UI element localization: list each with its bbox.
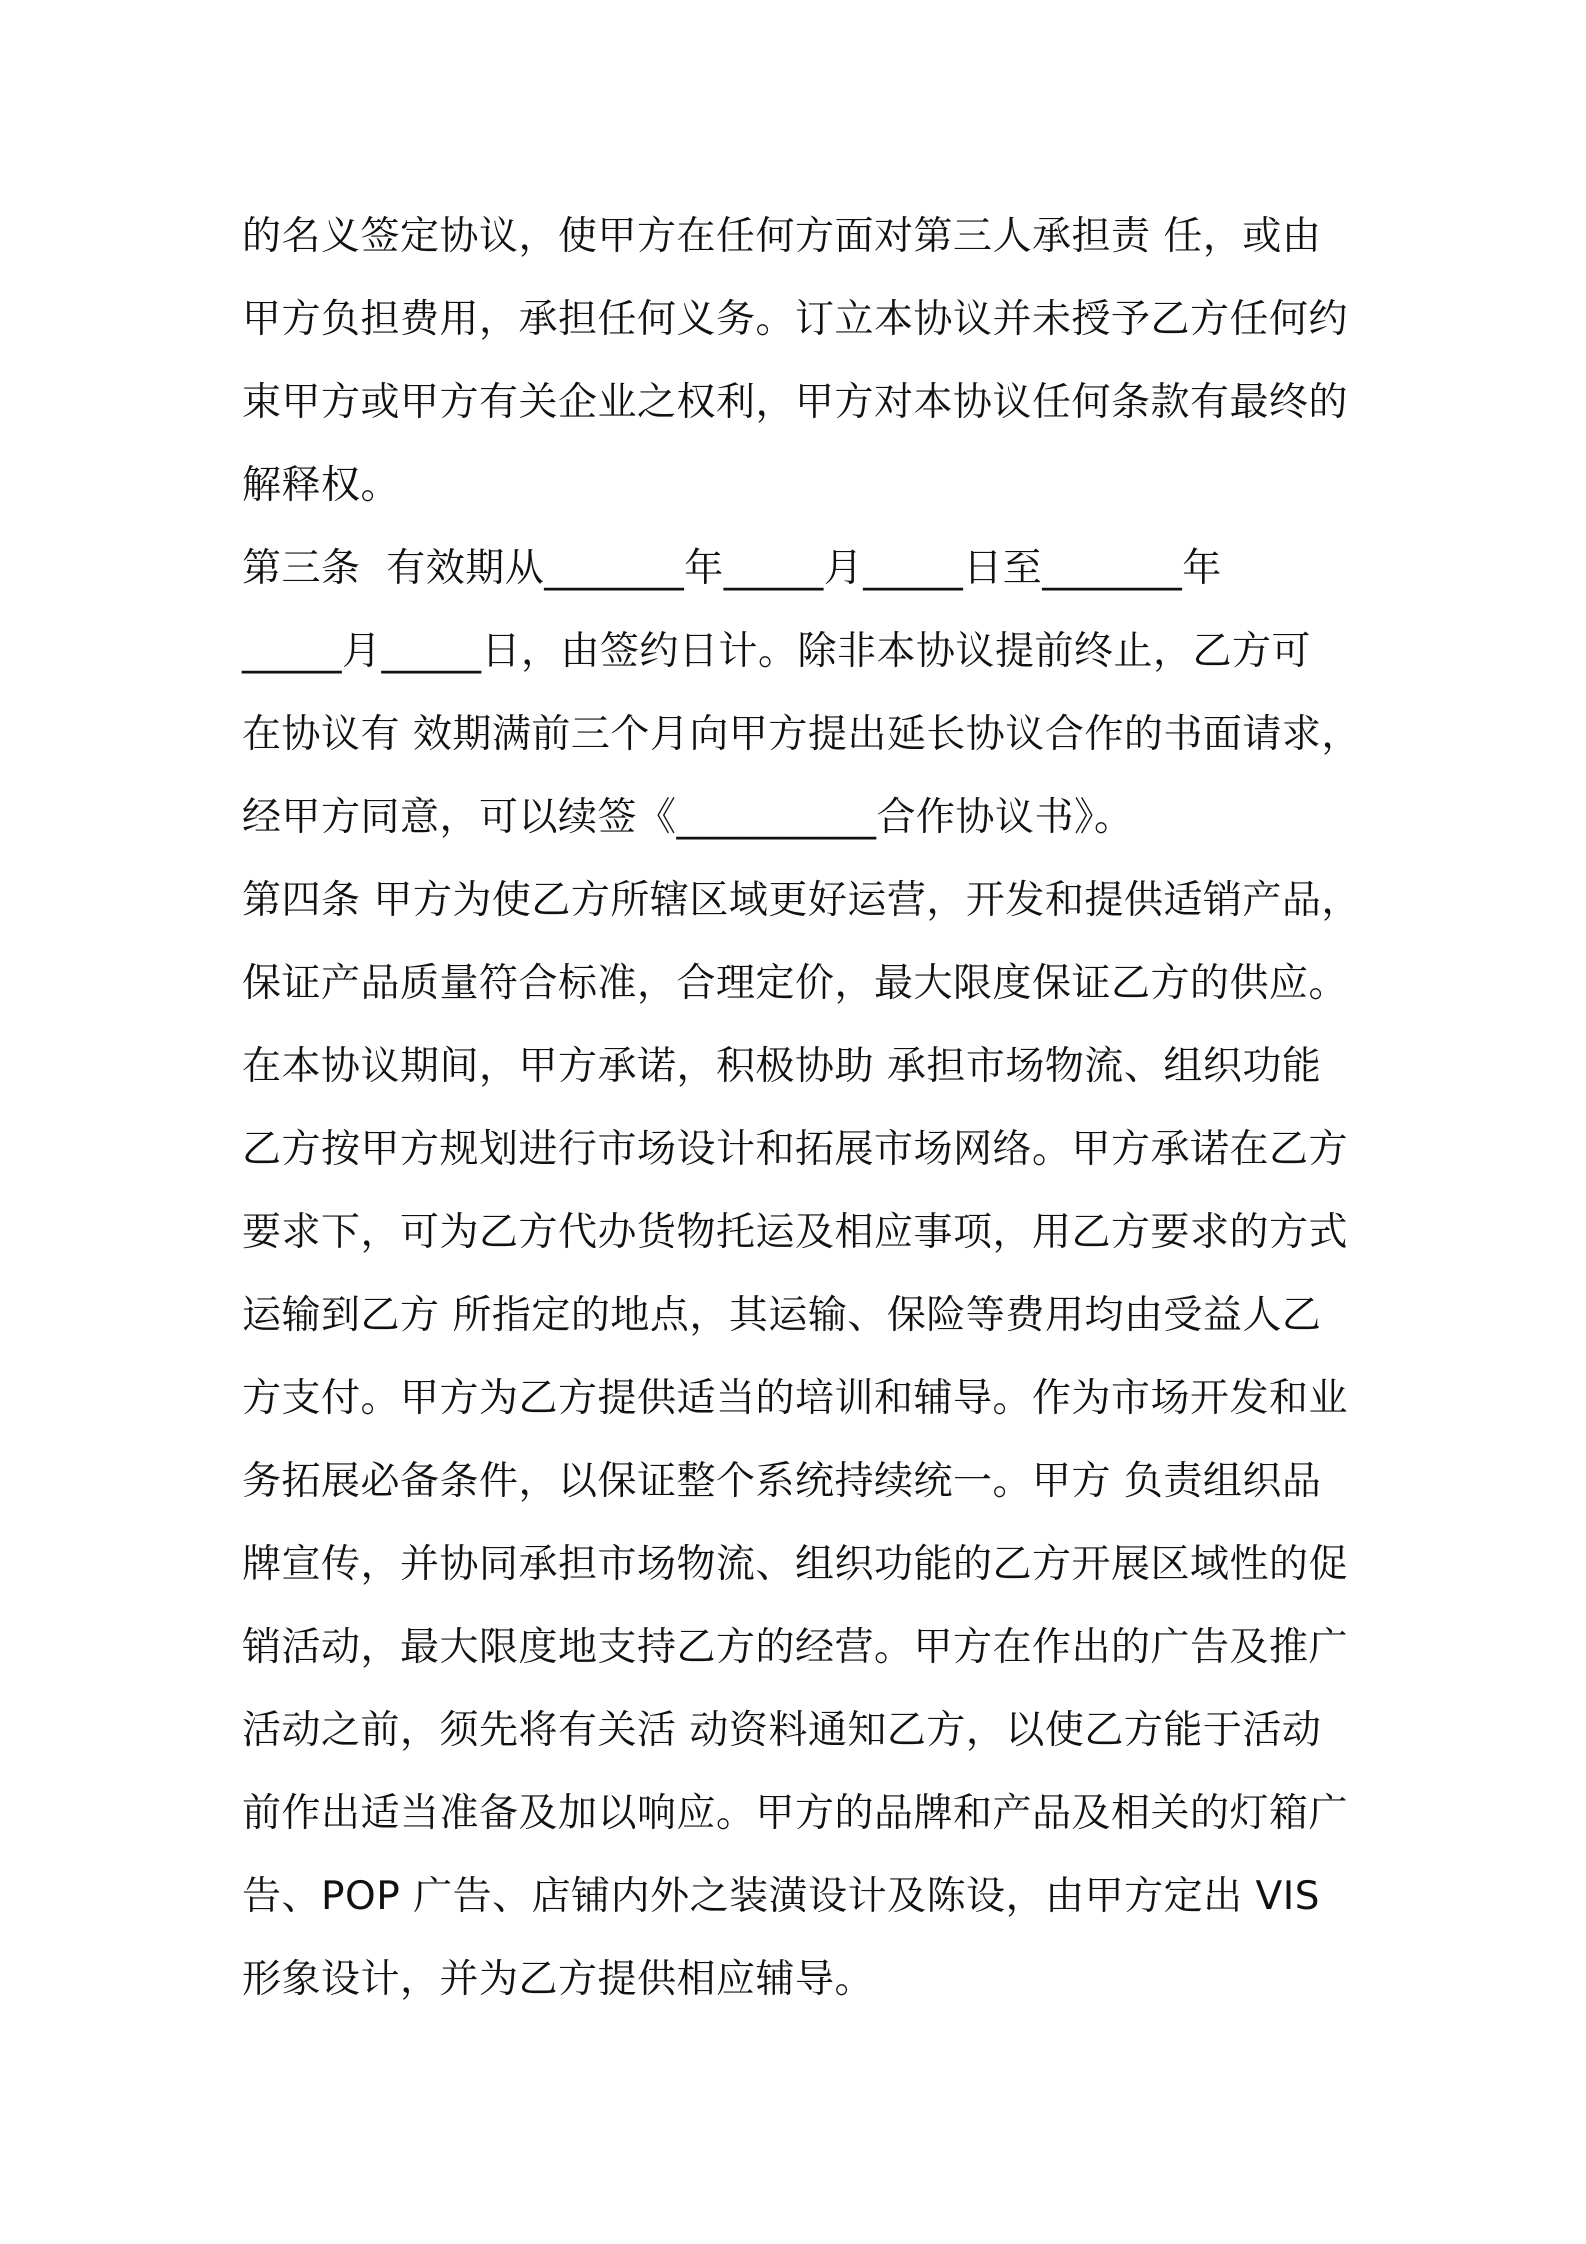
text-line: 方支付。甲方为乙方提供适当的培训和辅导。作为市场开发和业	[242, 1376, 1349, 1421]
text-line: 销活动，最大限度地支持乙方的经营。甲方在作出的广告及推广	[242, 1625, 1349, 1670]
text-line: 务拓展必备条件，以保证整个系统持续统一。甲方 负责组织品	[242, 1459, 1322, 1504]
text-line: 运输到乙方 所指定的地点，其运输、保险等费用均由受益人乙	[242, 1293, 1322, 1338]
text-line: 在本协议期间，甲方承诺，积极协助 承担市场物流、组织功能	[242, 1044, 1322, 1089]
text-line: 在协议有 效期满前三个月向甲方提出延长协议合作的书面请求，	[242, 712, 1361, 757]
text-line: 要求下，可为乙方代办货物托运及相应事项，用乙方要求的方式	[242, 1210, 1349, 1255]
text-line: 牌宣传，并协同承担市场物流、组织功能的乙方开展区域性的促	[242, 1542, 1349, 1587]
agreement-text	[242, 195, 1361, 2021]
article-three-heading-line: 第三条 有效期从_______年_____月_____日至_______年	[242, 546, 1222, 591]
text-line: 经甲方同意，可以续签《__________合作协议书》。	[242, 795, 1134, 840]
text-line: 甲方负担费用，承担任何义务。订立本协议并未授予乙方任何约	[242, 297, 1349, 342]
text-line: 的名义签定协议，使甲方在任何方面对第三人承担责 任，或由	[242, 214, 1322, 259]
text-line: 解释权。	[242, 463, 401, 508]
article-four-heading-line: 第四条 甲方为使乙方所辖区域更好运营，开发和提供适销产品，	[242, 878, 1361, 923]
text-line: 形象设计，并为乙方提供相应辅导。	[242, 1957, 875, 2002]
text-line: _____月_____日，由签约日计。除非本协议提前终止，乙方可	[242, 629, 1312, 674]
text-line: 保证产品质量符合标准，合理定价，最大限度保证乙方的供应。	[242, 961, 1349, 1006]
text-line: 束甲方或甲方有关企业之权利，甲方对本协议任何条款有最终的	[242, 380, 1349, 425]
text-line: 乙方按甲方规划进行市场设计和拓展市场网络。甲方承诺在乙方	[242, 1127, 1349, 1172]
text-line: 活动之前，须先将有关活 动资料通知乙方，以使乙方能于活动	[242, 1708, 1322, 1753]
text-line: 前作出适当准备及加以响应。甲方的品牌和产品及相关的灯箱广	[242, 1791, 1349, 1836]
text-line: 告、POP 广告、店铺内外之装潢设计及陈设，由甲方定出 VIS	[242, 1874, 1320, 1919]
